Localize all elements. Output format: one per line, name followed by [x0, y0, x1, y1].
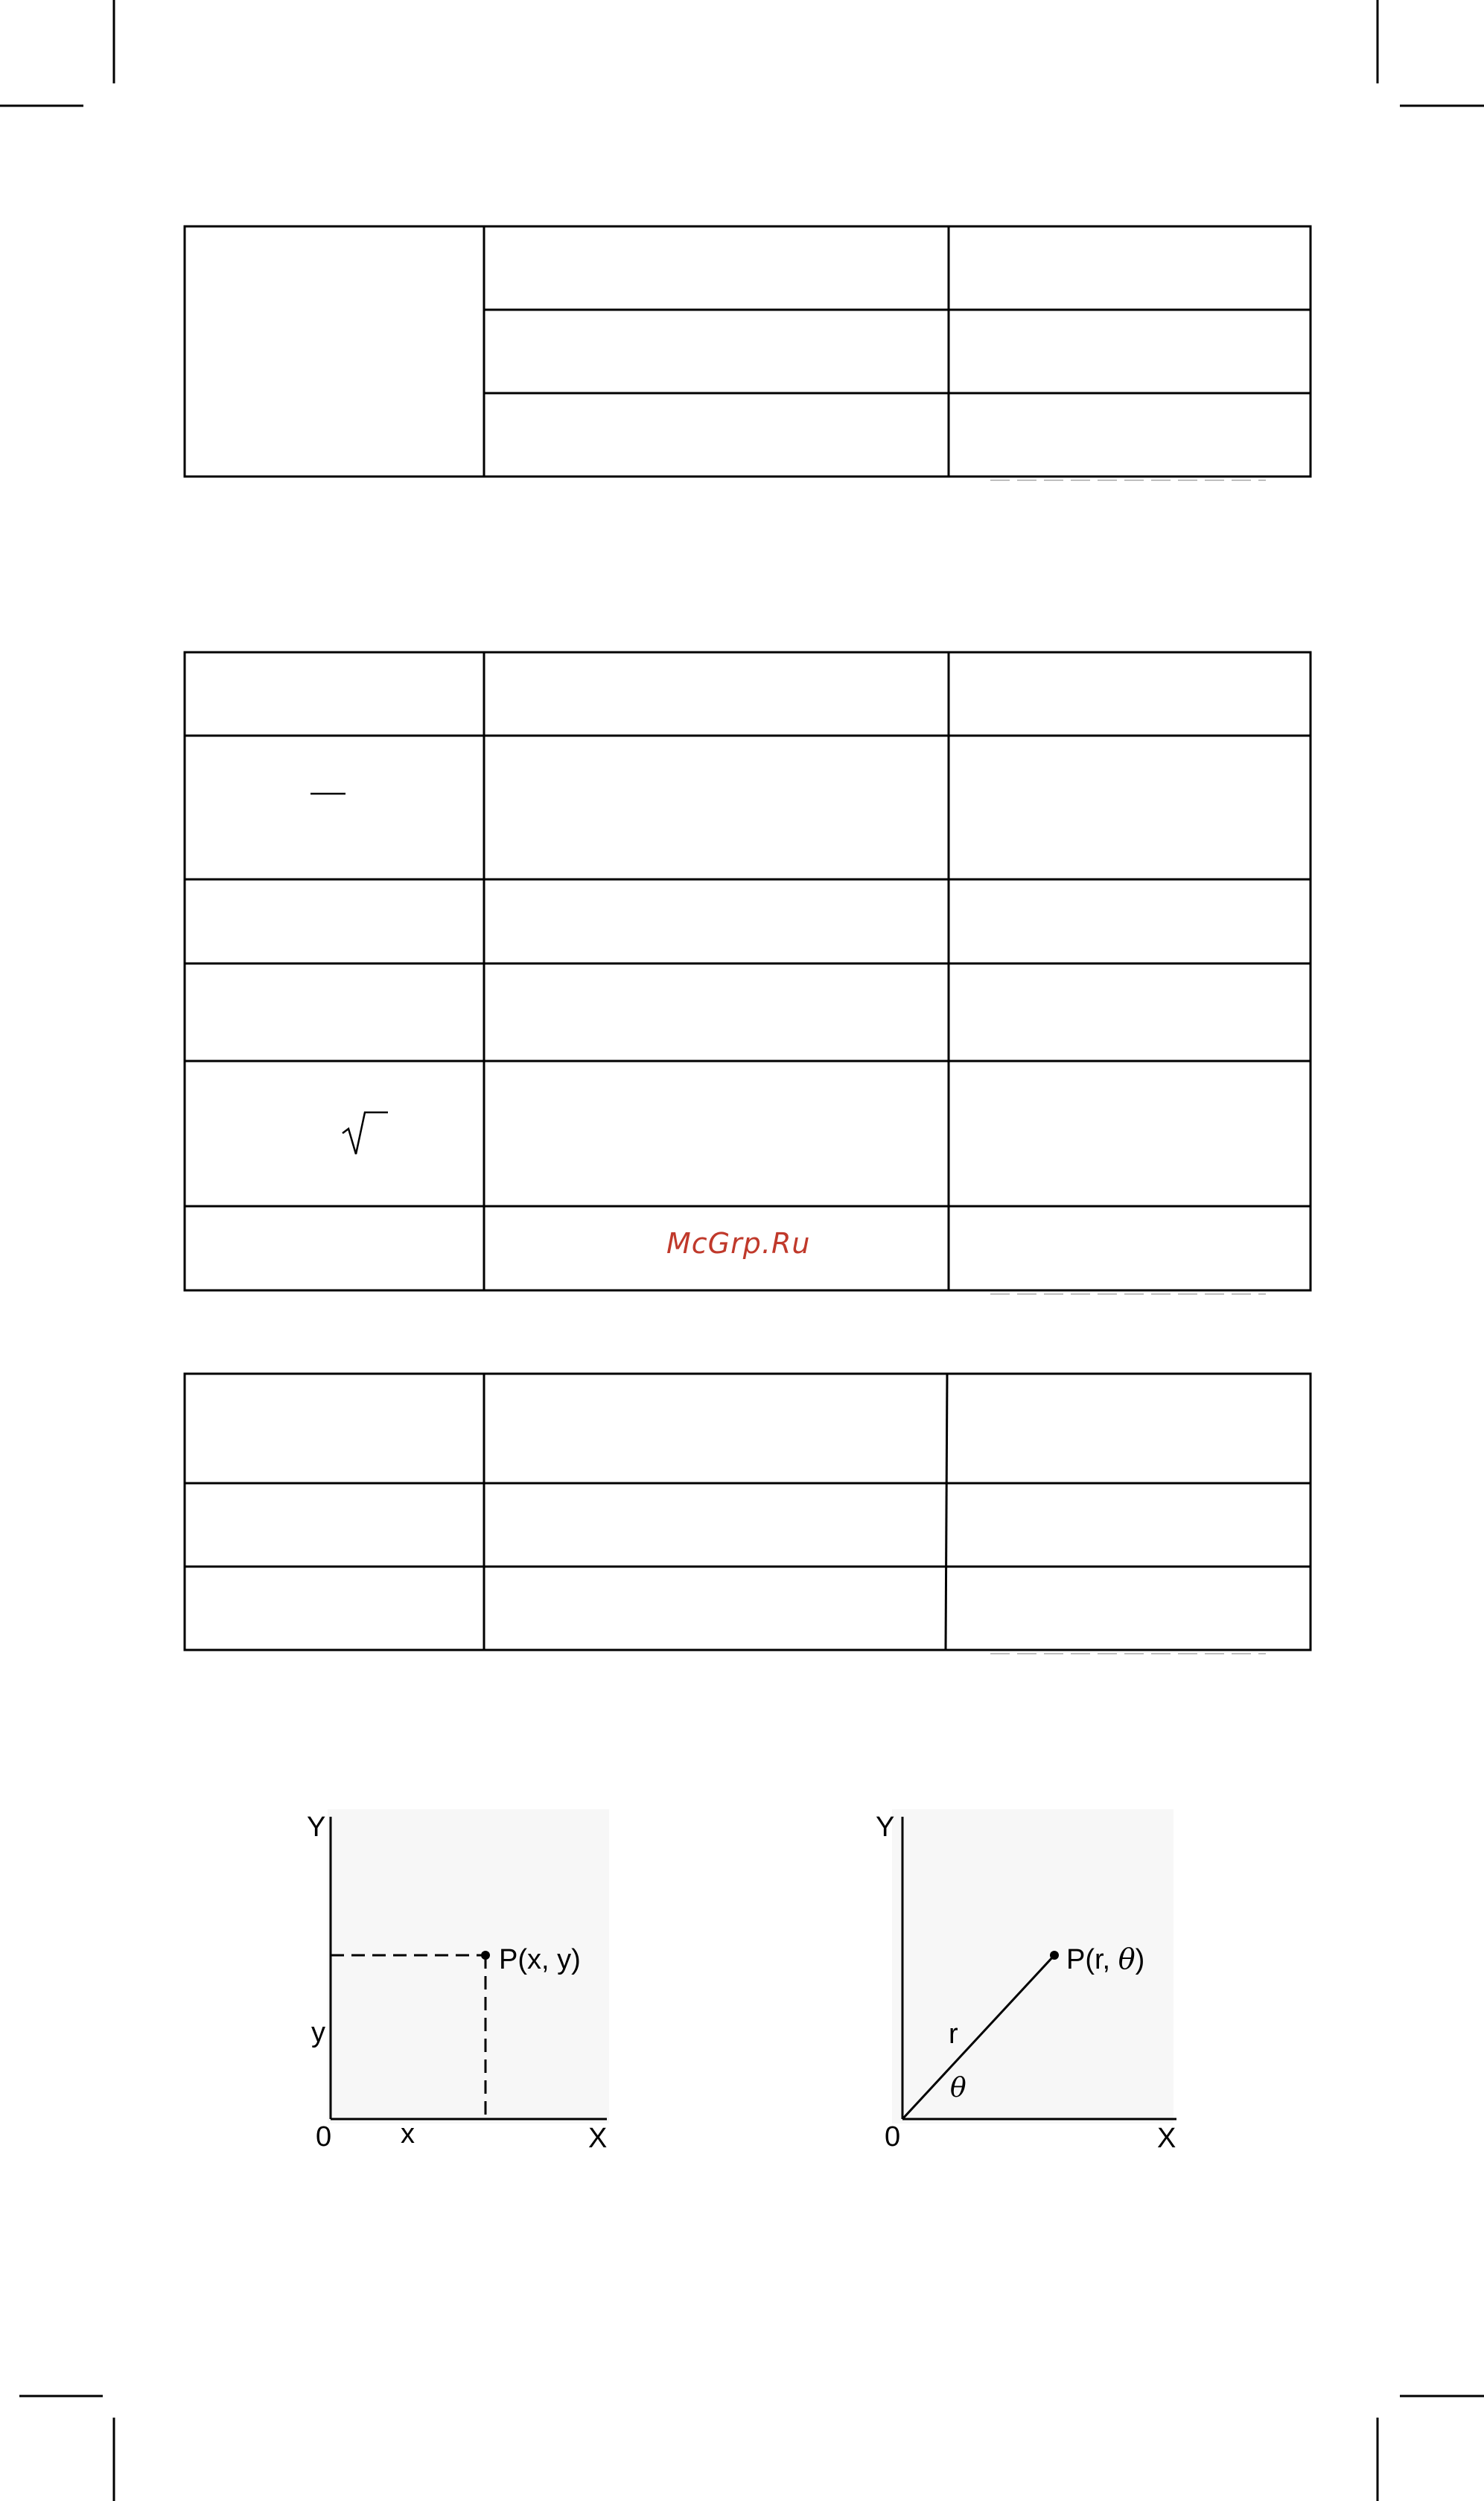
rect-y-axis-label: Y — [307, 1812, 326, 1843]
polar-origin-label: 0 — [885, 2121, 901, 2153]
polar-coordinates-diagram — [876, 1809, 1176, 2154]
rect-y-label: y — [311, 2017, 325, 2048]
polar-point-label — [1066, 1943, 1144, 1975]
rect-point-marker — [481, 1951, 490, 1960]
polar-y-axis-label: Y — [876, 1812, 895, 1843]
table-3-col-divider-2 — [946, 1374, 947, 1650]
polar-r-label: r — [949, 2019, 958, 2050]
table-2 — [185, 652, 1311, 1290]
table-corner-rules — [990, 480, 1266, 1654]
rect-x-label: x — [401, 2118, 415, 2150]
table-1 — [185, 226, 1311, 477]
table-3 — [185, 1374, 1311, 1650]
polar-x-axis-label: X — [1157, 2123, 1176, 2154]
polar-theta-label: θ — [950, 2073, 966, 2103]
table-1-frame — [185, 226, 1311, 477]
polar-point-label-theta: θ — [1118, 1943, 1136, 1975]
watermark-text: McGrp.Ru — [666, 1227, 811, 1260]
polar-point-label-prefix: P(r, — [1066, 1944, 1118, 1975]
polar-point-label-suffix: ) — [1135, 1944, 1145, 1975]
polar-point-marker — [1050, 1951, 1059, 1960]
table-2-frame — [185, 652, 1311, 1290]
rectangular-coordinates-diagram — [307, 1809, 609, 2154]
rect-x-axis-label: X — [588, 2123, 608, 2154]
square-root-icon — [343, 1112, 388, 1154]
table-3-frame — [185, 1374, 1311, 1650]
rect-origin-label: 0 — [316, 2121, 332, 2153]
rect-point-label: P(x, y) — [499, 1944, 581, 1975]
